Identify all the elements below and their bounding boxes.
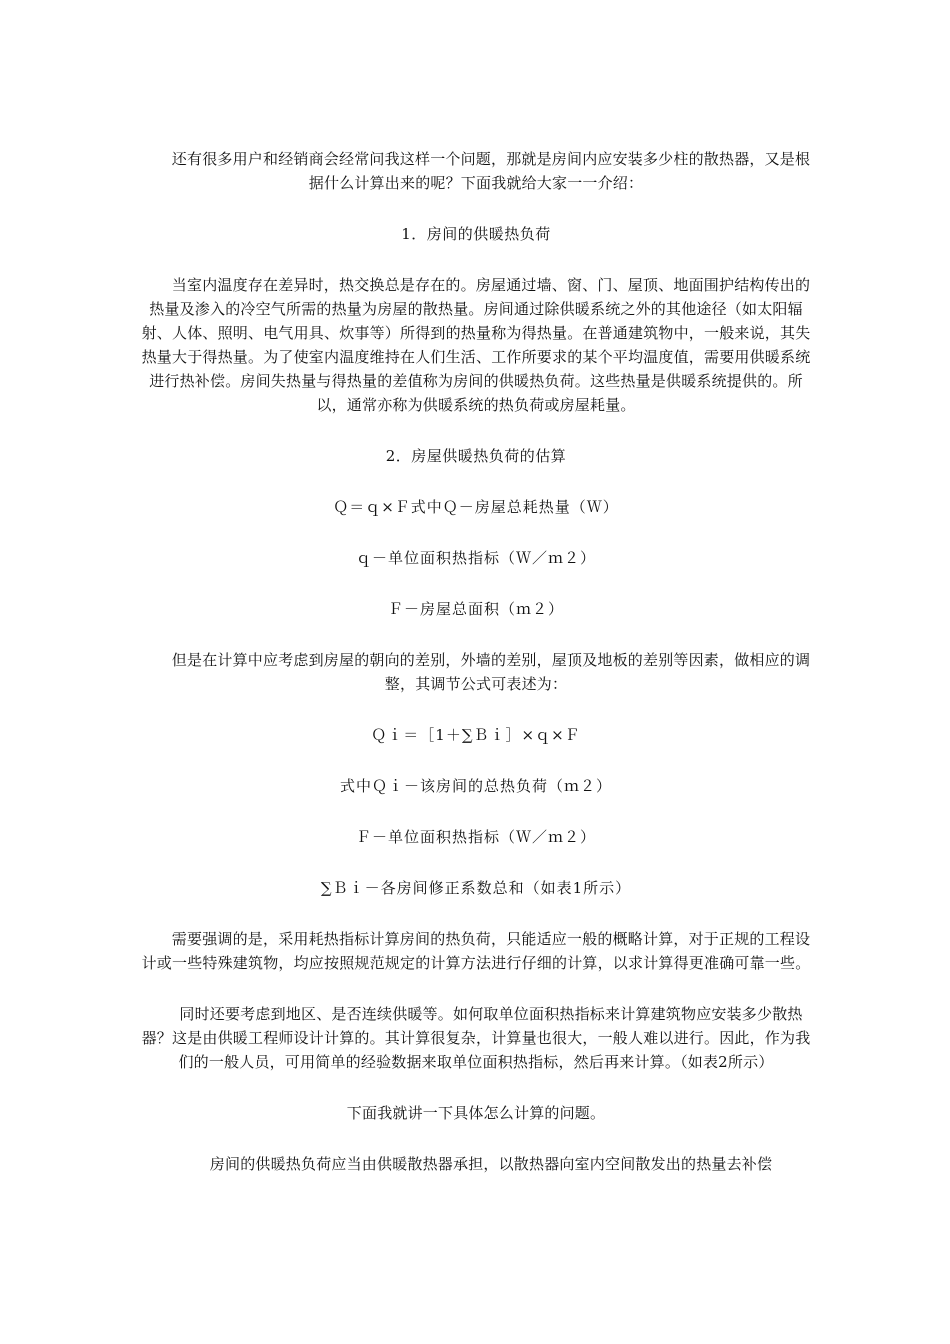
intro-paragraph: 还有很多用户和经销商会经常问我这样一个问题，那就是房间内应安装多少柱的散热器，又是根据什么计算出来的呢？下面我就给大家一一介绍：	[171, 150, 811, 192]
paragraph-radiator-load: 房间的供暖热负荷应当由供暖散热器承担，以散热器向室内空间散发出的热量去补偿	[209, 1155, 773, 1173]
formula-qi-definition: 式中Ｑｉ－该房间的总热负荷（ｍ２）	[339, 777, 612, 795]
paragraph-heat-load-definition: 当室内温度存在差异时，热交换总是存在的。房屋通过墙、窗、门、屋顶、地面围护结构传出的热量及渗入的冷空气所需的热量为房屋的散热量。房间通过除供暖系统之外的其他途径（如太阳辐射、人体、照明、电气用具、炊事等）所得到的热量称为得热量。在普通建筑物中，一般来说，其失热量大于得热量。为了使室内温度维持在人们生活、工作所要求的某个平均温度值，需要用供暖系统进行热补偿。房间失热量与得热量的差值称为房间的供暖热负荷。这些热量是供暖系统提供的。所以，通常亦称为供暖系统的热负荷或房屋耗量。	[141, 276, 811, 414]
formula-adjusted-heat: Ｑｉ＝［1＋∑Ｂｉ］×ｑ×Ｆ	[371, 726, 581, 744]
section-heading-2: 2．房屋供暖热负荷的估算	[385, 447, 567, 465]
paragraph-next-topic: 下面我就讲一下具体怎么计算的问题。	[346, 1104, 606, 1122]
document-body	[140, 147, 812, 1176]
section-heading-1: 1．房间的供暖热负荷	[401, 225, 551, 243]
paragraph-regional-factors: 同时还要考虑到地区、是否连续供暖等。如何取单位面积热指标来计算建筑物应安装多少散热器？这是由供暖工程师设计计算的。其计算很复杂，计算量也很大，一般人难以进行。因此，作为我们的一般人员，可用简单的经验数据来取单位面积热指标，然后再来计算。（如表2所示）	[141, 1005, 811, 1071]
formula-total-heat: Ｑ＝ｑ×Ｆ式中Ｑ－房屋总耗热量（Ｗ）	[333, 498, 619, 516]
formula-f-index-definition: Ｆ－单位面积热指标（Ｗ／ｍ２）	[355, 828, 596, 846]
paragraph-emphasis: 需要强调的是，采用耗热指标计算房间的热负荷，只能适应一般的概略计算，对于正规的工程设计或一些特殊建筑物，均应按照规范规定的计算方法进行仔细的计算，以求计算得更准确可靠一些。	[141, 930, 811, 972]
formula-bi-definition: ∑Ｂｉ－各房间修正系数总和（如表1所示）	[320, 879, 632, 897]
paragraph-adjustment: 但是在计算中应考虑到房屋的朝向的差别，外墙的差别，屋顶及地板的差别等因素，做相应的调整，其调节公式可表述为：	[171, 651, 811, 693]
formula-f-definition: Ｆ－房屋总面积（ｍ２）	[387, 600, 564, 618]
formula-q-definition: ｑ－单位面积热指标（Ｗ／ｍ２）	[355, 549, 596, 567]
